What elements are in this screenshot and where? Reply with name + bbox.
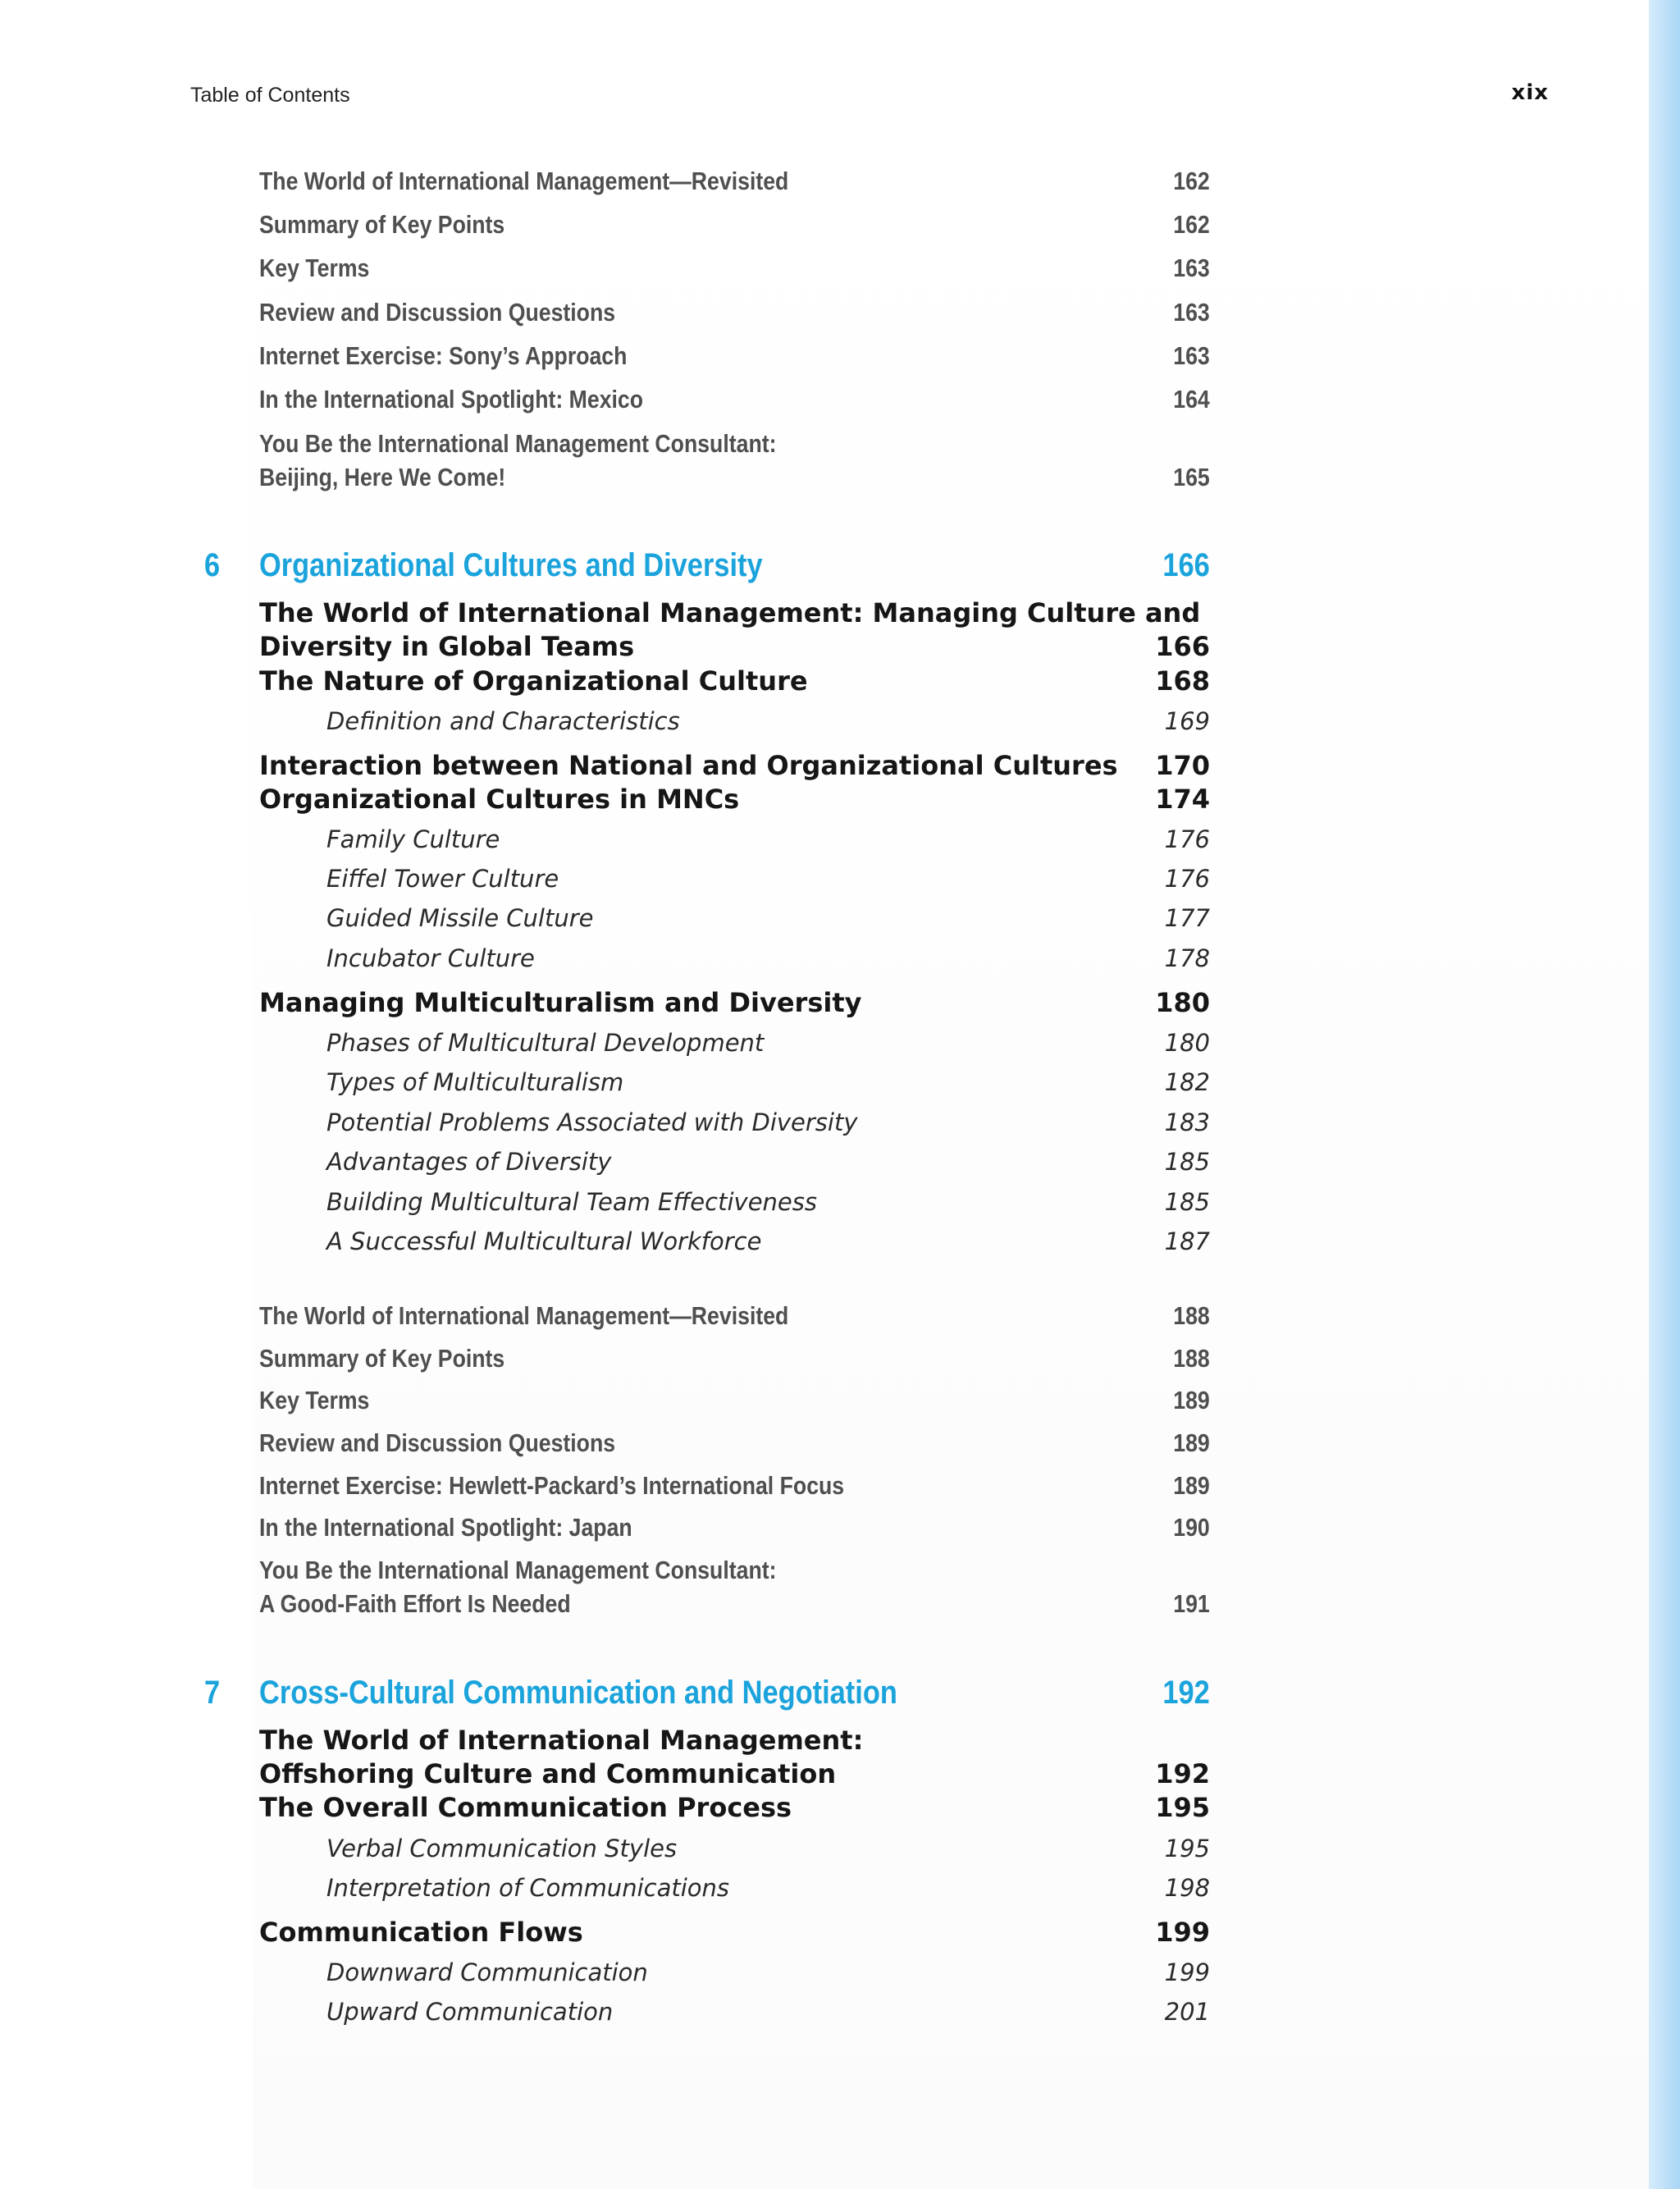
toc-entry-page: 163 (1173, 297, 1210, 327)
toc-section-label: The Overall Communication Process (259, 1792, 792, 1824)
toc-entry-page: 162 (1173, 209, 1210, 239)
toc-subsection-label: Verbal Communication Styles (326, 1835, 678, 1863)
toc-subsection-label: Interpretation of Communications (326, 1874, 730, 1903)
toc-subsection-label: Phases of Multicultural Development (326, 1029, 765, 1058)
toc-subsection-page: 187 (1164, 1227, 1210, 1256)
toc-entry-label: You Be the International Management Consultant: (259, 1555, 777, 1584)
toc-entry-page: 189 (1173, 1385, 1210, 1414)
toc-entry-label: Summary of Key Points (259, 1343, 505, 1373)
toc-subsection-label: Downward Communication (326, 1958, 648, 1987)
toc-entry-page: 189 (1173, 1470, 1210, 1500)
toc-entry-label: The World of International Management—Revisited (259, 1300, 789, 1330)
toc-entry-page: 188 (1173, 1343, 1210, 1373)
toc-entry-page: 163 (1173, 340, 1210, 370)
toc-section-page: 180 (1155, 987, 1210, 1019)
toc-subsection-label: Types of Multiculturalism (326, 1068, 624, 1097)
toc-subsection-label: Eiffel Tower Culture (326, 865, 559, 893)
toc-subsection-page: 185 (1164, 1188, 1210, 1217)
toc-section-label: Interaction between National and Organizational Cultures (259, 750, 1118, 782)
chapter-page: 166 (1162, 547, 1210, 584)
toc-section-label: Offshoring Culture and Communication (259, 1758, 837, 1790)
running-head: Table of Contents (190, 84, 350, 107)
toc-section-page: 199 (1155, 1917, 1210, 1949)
toc-subsection-page: 195 (1164, 1835, 1210, 1863)
toc-section-label: The World of International Management: (259, 1725, 864, 1757)
toc-entry-page: 189 (1173, 1428, 1210, 1457)
toc-section-page: 174 (1155, 784, 1210, 816)
toc-entry-page: 162 (1173, 166, 1210, 195)
toc-section-page: 195 (1155, 1792, 1210, 1824)
toc-subsection-label: Family Culture (326, 825, 500, 854)
toc-subsection-label: Potential Problems Associated with Diversity (326, 1108, 858, 1137)
toc-entry-label: The World of International Management—Revisited (259, 166, 789, 195)
toc-entry-label: Review and Discussion Questions (259, 297, 616, 327)
toc-entry-page: 163 (1173, 253, 1210, 282)
page-folio: xix (1511, 80, 1549, 105)
toc-entry-label: Review and Discussion Questions (259, 1428, 616, 1457)
chapter-number: 7 (204, 1675, 221, 1711)
toc-subsection-page: 169 (1164, 707, 1210, 736)
toc-entry-label: A Good-Faith Effort Is Needed (259, 1588, 571, 1618)
toc-subsection-page: 199 (1164, 1958, 1210, 1987)
toc-section-page: 168 (1155, 665, 1210, 697)
page-edge-tab (1649, 0, 1680, 2189)
toc-subsection-label: Guided Missile Culture (326, 904, 594, 933)
toc-section-page: 170 (1155, 750, 1210, 782)
toc-subsection-page: 198 (1164, 1874, 1210, 1903)
toc-entry-label: Summary of Key Points (259, 209, 505, 239)
toc-entry-page: 188 (1173, 1300, 1210, 1330)
toc-entry-label: Internet Exercise: Sony’s Approach (259, 340, 628, 370)
toc-entry-label: In the International Spotlight: Mexico (259, 384, 644, 414)
toc-entry-page: 190 (1173, 1512, 1210, 1542)
toc-subsection-page: 201 (1164, 1998, 1210, 2027)
toc-section-label: Managing Multiculturalism and Diversity (259, 987, 862, 1019)
toc-subsection-label: A Successful Multicultural Workforce (326, 1227, 762, 1256)
toc-entry-page: 164 (1173, 384, 1210, 414)
toc-subsection-page: 178 (1164, 944, 1210, 973)
toc-section-label: Organizational Cultures in MNCs (259, 784, 740, 816)
toc-subsection-page: 185 (1164, 1148, 1210, 1177)
toc-section-label: The World of International Management: Managing Culture and (259, 597, 1201, 629)
toc-subsection-label: Building Multicultural Team Effectiveness (326, 1188, 817, 1217)
toc-entry-label: Internet Exercise: Hewlett-Packard’s International Focus (259, 1470, 845, 1500)
chapter-number: 6 (204, 547, 221, 584)
toc-subsection-label: Definition and Characteristics (326, 707, 680, 736)
toc-entry-label: Beijing, Here We Come! (259, 462, 506, 491)
toc-subsection-label: Upward Communication (326, 1998, 614, 2027)
toc-subsection-page: 183 (1164, 1108, 1210, 1137)
toc-subsection-page: 176 (1164, 825, 1210, 854)
toc-entry-label: In the International Spotlight: Japan (259, 1512, 632, 1542)
toc-subsection-label: Advantages of Diversity (326, 1148, 612, 1177)
toc-entry-label: Key Terms (259, 1385, 370, 1414)
chapter-page: 192 (1162, 1675, 1210, 1711)
toc-subsection-page: 182 (1164, 1068, 1210, 1097)
toc-section-page: 192 (1155, 1758, 1210, 1790)
toc-section-label: Diversity in Global Teams (259, 631, 635, 663)
toc-subsection-page: 180 (1164, 1029, 1210, 1058)
toc-section-page: 166 (1155, 631, 1210, 663)
toc-subsection-page: 176 (1164, 865, 1210, 893)
toc-entry-label: You Be the International Management Consultant: (259, 428, 777, 458)
toc-entry-page: 165 (1173, 462, 1210, 491)
toc-section-label: The Nature of Organizational Culture (259, 665, 808, 697)
toc-subsection-label: Incubator Culture (326, 944, 535, 973)
toc-entry-page: 191 (1173, 1588, 1210, 1618)
toc-entry-label: Key Terms (259, 253, 370, 282)
toc-section-label: Communication Flows (259, 1917, 583, 1949)
toc-subsection-page: 177 (1164, 904, 1210, 933)
chapter-title: Cross-Cultural Communication and Negotiation (259, 1675, 897, 1711)
chapter-title: Organizational Cultures and Diversity (259, 547, 763, 584)
